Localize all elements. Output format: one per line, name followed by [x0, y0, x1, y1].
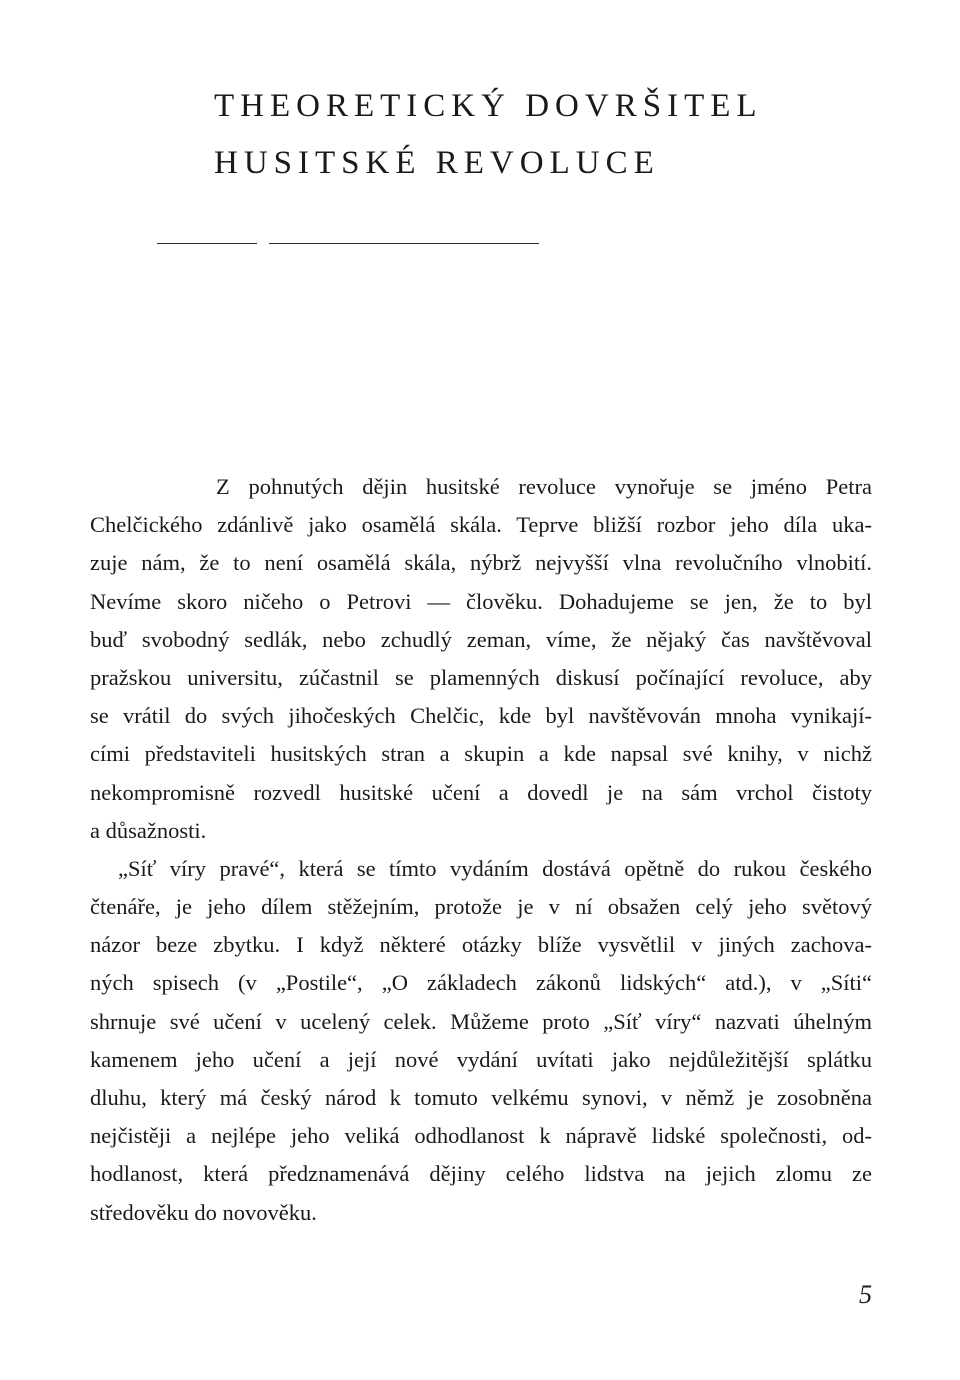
text-line: dluhu, který má český národ k tomuto velkému synovi, v němž je zosobněna — [90, 1085, 872, 1110]
text-line: pražskou universitu, zúčastnil se plamenných diskusí počínající revoluce, aby — [90, 664, 872, 690]
text-line: nekompromisně rozvedl husitské učení a dovedl je na sám vrchol čistoty — [90, 779, 872, 805]
chapter-title-line-1: THEORETICKÝ DOVRŠITEL — [214, 88, 763, 124]
text-line: Z pohnutých dějin husitské revoluce vynořuje se jméno Petra — [216, 474, 872, 499]
text-line: shrnuje své učení v ucelený celek. Můžeme proto „Síť víry“ nazvati úhelným — [90, 1008, 872, 1034]
text-line: se vrátil do svých jihočeských Chelčic, kde byl navštěvován mnoha vynikají- — [90, 703, 872, 729]
text-line: cími představiteli husitských stran a skupin a kde napsal své knihy, v nichž — [90, 741, 872, 767]
text-line: zuje nám, že to není osamělá skála, nýbrž nejvyšší vlna revolučního vlnobití. — [90, 550, 872, 576]
title-rule-right — [269, 243, 539, 244]
text-line: ných spisech (v „Postile“, „O základech zákonů lidských“ atd.), v „Síti“ — [90, 970, 872, 996]
chapter-title — [214, 78, 763, 192]
text-line: Nevíme skoro ničeho o Petrovi — člověku. Dohadujeme se jen, že to byl — [90, 588, 872, 614]
text-line: názor beze zbytku. I když některé otázky blíže vysvětlil v jiných zachova- — [90, 932, 872, 958]
text-line: nejčistěji a nejlépe jeho veliká odhodlanost k nápravě lidské společnosti, od- — [90, 1123, 872, 1149]
text-line: čtenáře, je jeho dílem stěžejním, protože je v ní obsažen celý jeho světový — [90, 894, 872, 920]
body-text — [90, 468, 872, 1232]
chapter-title-line-2: HUSITSKÉ REVOLUCE — [214, 145, 660, 181]
text-line: buď svobodný sedlák, nebo zchudlý zeman, víme, že nějaký čas navštěvoval — [90, 626, 872, 652]
text-line: hodlanost, která předznamenává dějiny celého lidstva na jejich zlomu ze — [90, 1161, 872, 1187]
title-rule-left — [157, 243, 257, 244]
text-line: „Síť víry pravé“, která se tímto vydáním dostává opětně do rukou českého — [118, 855, 872, 881]
text-line: Chelčického zdánlivě jako osamělá skála. Teprve bližší rozbor jeho díla uka- — [90, 512, 872, 538]
text-line: a důsažnosti. — [90, 817, 207, 843]
page-number: 5 — [859, 1280, 872, 1309]
text-line: středověku do novověku. — [90, 1199, 317, 1225]
text-line: kamenem jeho učení a její nové vydání uvítati jako nejdůležitější splátku — [90, 1046, 872, 1072]
